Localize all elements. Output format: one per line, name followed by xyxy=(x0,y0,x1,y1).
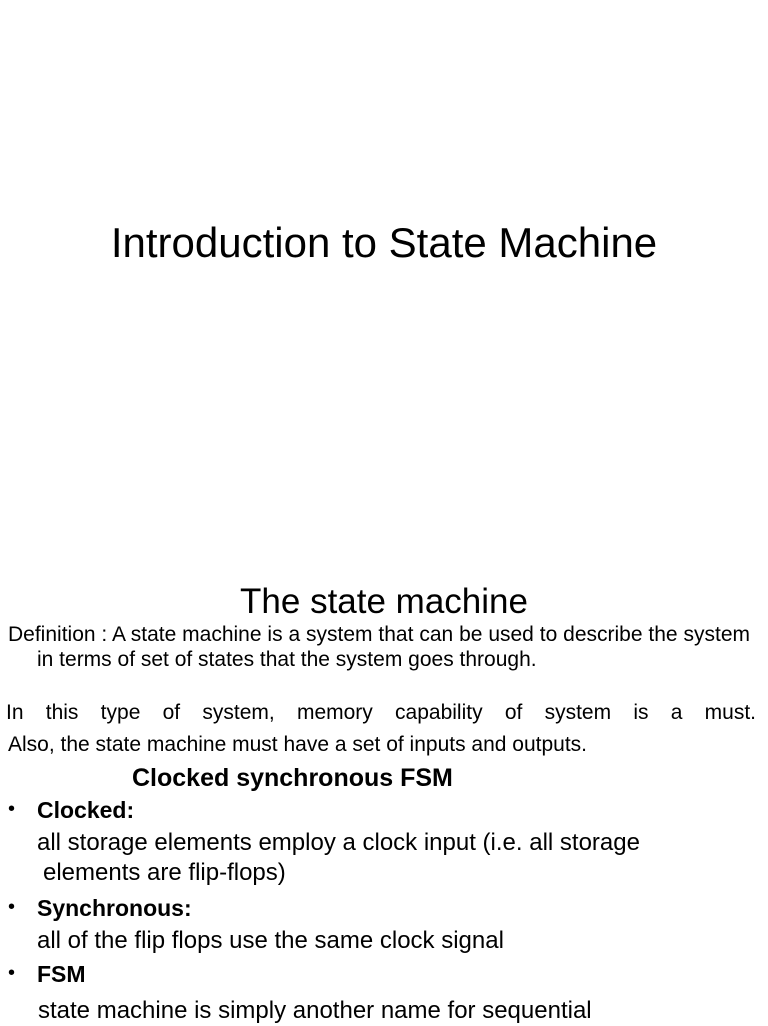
bullet-term: Clocked: xyxy=(37,797,135,823)
bullet-marker: • xyxy=(8,798,16,820)
slide-1-title: Introduction to State Machine xyxy=(110,219,658,266)
definition-paragraph: Definition : A state machine is a system that can be used to describe the system in terms of set of states that the system goes through. xyxy=(8,623,750,671)
fsm-subheading: Clocked synchronous FSM xyxy=(132,764,453,792)
bullet-marker: • xyxy=(8,896,16,918)
memory-paragraph: In this type of system, memory capability of system is a must. xyxy=(6,701,756,724)
bullet-description-line: all storage elements employ a clock input (i.e. all storage xyxy=(37,829,640,856)
inputs-paragraph: Also, the state machine must have a set of inputs and outputs. xyxy=(8,733,588,756)
bullet-description-line: elements are flip-flops) xyxy=(43,859,286,886)
bullet-term: Synchronous: xyxy=(37,895,192,921)
bullet-marker: • xyxy=(8,962,16,984)
slide-2 xyxy=(0,560,768,1024)
bullet-description xyxy=(37,828,757,888)
bullet-description: state machine is simply another name for sequential xyxy=(38,997,592,1024)
bullet-description: all of the flip flops use the same clock signal xyxy=(37,927,504,954)
bullet-term: FSM xyxy=(37,961,86,987)
slide-2-title: The state machine xyxy=(240,582,528,621)
